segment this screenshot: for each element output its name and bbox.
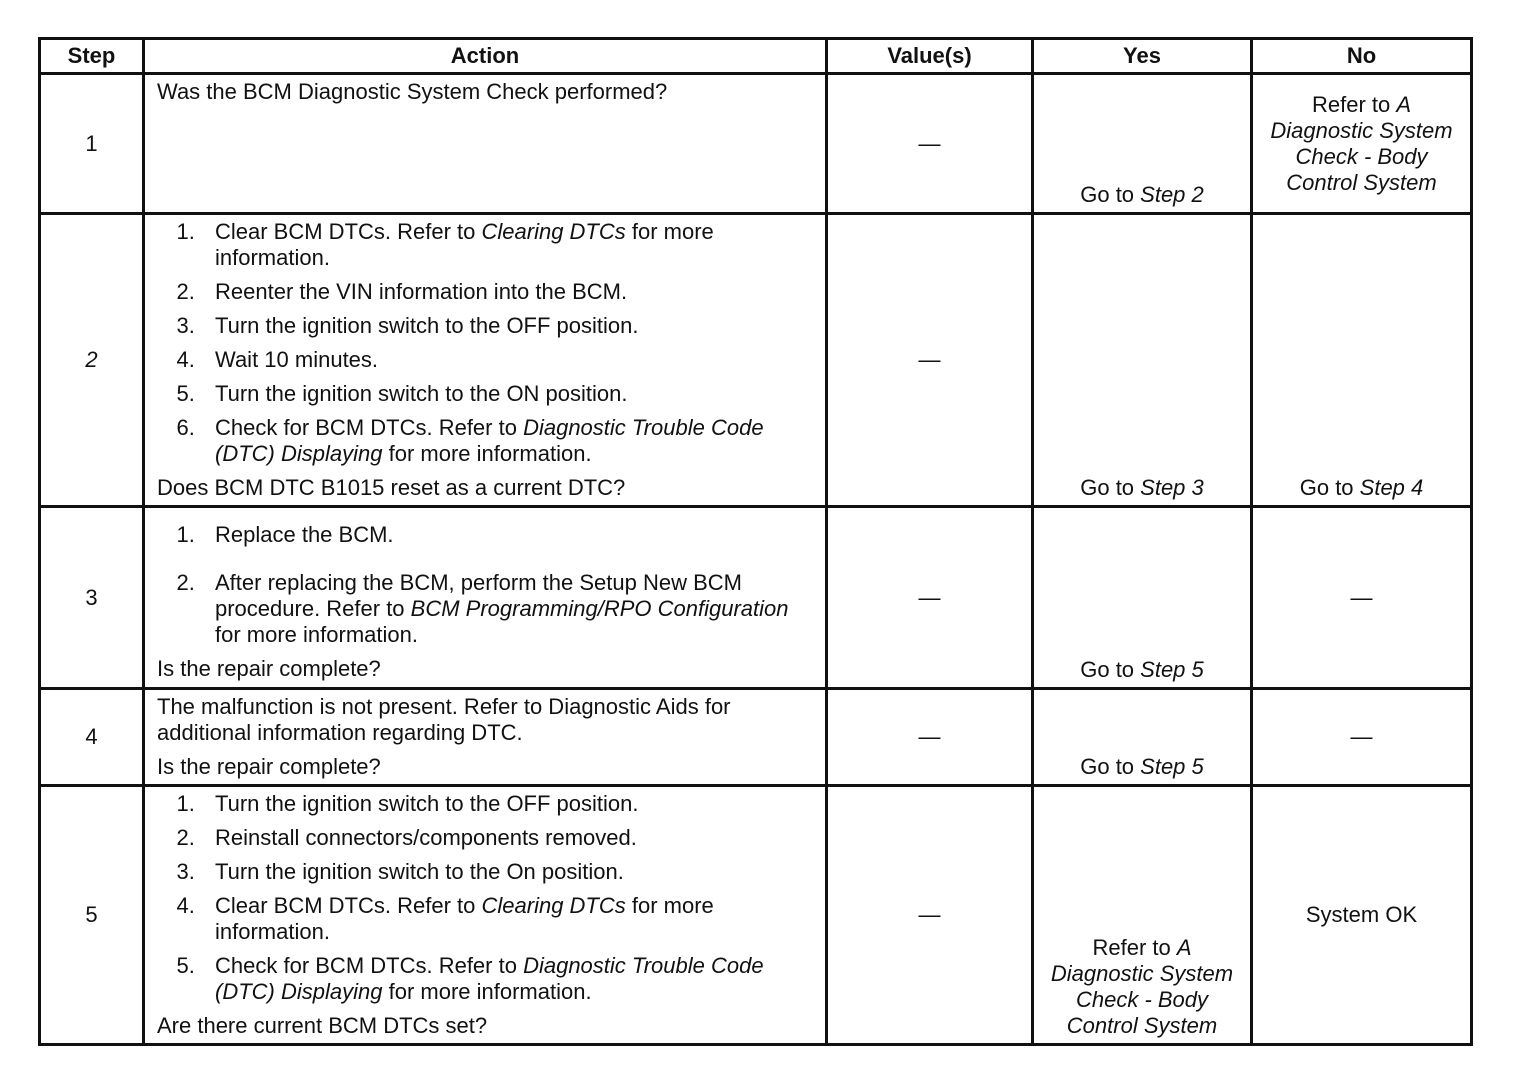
doc-link[interactable]: Diagnostic Trouble Code (DTC) Displaying xyxy=(215,415,764,466)
header-values: Value(s) xyxy=(827,39,1033,74)
yes-link[interactable]: Step 3 xyxy=(1140,475,1204,500)
doc-link[interactable]: BCM Programming/RPO Configuration xyxy=(410,596,789,621)
no-cell xyxy=(1252,507,1472,689)
yes-cell xyxy=(1033,786,1252,1045)
no-prefix: Go to xyxy=(1299,475,1360,500)
table-row-step-5 xyxy=(40,786,1472,1045)
doc-link[interactable]: Clearing DTCs xyxy=(481,893,626,918)
table-row-step-1 xyxy=(40,74,1472,214)
action-steps-list xyxy=(157,522,813,648)
action-question: Was the BCM Diagnostic System Check performed? xyxy=(157,79,668,104)
no-value: — xyxy=(1350,724,1373,749)
action-step: 2. After replacing the BCM, perform the Setup New BCM procedure. Refer to BCM Programming/RPO Configuration for more information. xyxy=(201,570,813,648)
action-cell xyxy=(144,689,827,786)
step-number: 1 xyxy=(40,74,144,214)
yes-prefix: Go to xyxy=(1080,754,1141,779)
yes-link[interactable]: Step 2 xyxy=(1140,182,1204,207)
action-step: 1. Turn the ignition switch to the OFF position. xyxy=(201,791,813,817)
no-link[interactable]: A Diagnostic System Check - Body Control System xyxy=(1270,91,1453,195)
action-question: Does BCM DTC B1015 reset as a current DTC? xyxy=(157,475,626,500)
action-step: 6. Check for BCM DTCs. Refer to Diagnostic Trouble Code (DTC) Displaying for more information. xyxy=(201,415,813,467)
header-action: Action xyxy=(144,39,827,74)
step-number: 5 xyxy=(40,786,144,1045)
header-row xyxy=(40,39,1472,74)
doc-link[interactable]: Clearing DTCs xyxy=(481,219,626,244)
yes-link[interactable]: Step 5 xyxy=(1140,754,1204,779)
yes-prefix: Refer to xyxy=(1092,935,1177,960)
action-steps-list xyxy=(157,219,813,467)
no-cell xyxy=(1252,786,1472,1045)
yes-link[interactable]: Step 5 xyxy=(1140,657,1204,682)
table-row-step-3 xyxy=(40,507,1472,689)
value-dash: — xyxy=(918,902,941,927)
action-step: 5. Turn the ignition switch to the ON position. xyxy=(201,381,813,407)
action-step: 1. Clear BCM DTCs. Refer to Clearing DTCs for more information. xyxy=(201,219,813,271)
action-question: Is the repair complete? xyxy=(157,754,381,779)
action-question: Is the repair complete? xyxy=(157,656,381,681)
action-step: 3. Turn the ignition switch to the On position. xyxy=(201,859,813,885)
action-step: 5. Check for BCM DTCs. Refer to Diagnostic Trouble Code (DTC) Displaying for more information. xyxy=(201,953,813,1005)
action-step: 1. Replace the BCM. xyxy=(201,522,813,548)
action-steps-list xyxy=(157,791,813,1005)
action-step: 3. Turn the ignition switch to the OFF position. xyxy=(201,313,813,339)
value-dash: — xyxy=(918,347,941,372)
action-step: 2. Reinstall connectors/components removed. xyxy=(201,825,813,851)
step-number: 2 xyxy=(40,214,144,507)
table-row-step-4 xyxy=(40,689,1472,786)
no-value: — xyxy=(1350,584,1373,610)
action-cell xyxy=(144,74,827,214)
value-dash: — xyxy=(918,584,941,610)
yes-prefix: Go to xyxy=(1080,182,1141,207)
yes-cell xyxy=(1033,507,1252,689)
no-cell xyxy=(1252,74,1472,214)
step-number: 3 xyxy=(40,507,144,689)
value-cell xyxy=(827,786,1033,1045)
action-step: 4. Clear BCM DTCs. Refer to Clearing DTCs for more information. xyxy=(201,893,813,945)
yes-prefix: Go to xyxy=(1080,475,1141,500)
action-question: Are there current BCM DTCs set? xyxy=(157,1013,488,1038)
action-step: 2. Reenter the VIN information into the BCM. xyxy=(201,279,813,305)
value-cell xyxy=(827,74,1033,214)
no-cell xyxy=(1252,689,1472,786)
yes-cell xyxy=(1033,74,1252,214)
value-dash: — xyxy=(918,724,941,749)
doc-link[interactable]: Diagnostic Trouble Code (DTC) Displaying xyxy=(215,953,764,1004)
action-cell xyxy=(144,786,827,1045)
value-cell xyxy=(827,214,1033,507)
no-link[interactable]: Step 4 xyxy=(1359,475,1424,500)
value-cell xyxy=(827,689,1033,786)
value-cell xyxy=(827,507,1033,689)
header-no: No xyxy=(1252,39,1472,74)
table-row-step-2 xyxy=(40,214,1472,507)
action-step: 4. Wait 10 minutes. xyxy=(201,347,813,373)
action-cell xyxy=(144,507,827,689)
action-cell xyxy=(144,214,827,507)
action-description: The malfunction is not present. Refer to Diagnostic Aids for additional information regarding DTC. xyxy=(157,694,731,745)
no-prefix: Refer to xyxy=(1311,91,1397,117)
value-dash: — xyxy=(918,130,941,156)
no-cell xyxy=(1252,214,1472,507)
diagnostic-table xyxy=(38,37,1473,1046)
yes-cell xyxy=(1033,689,1252,786)
yes-link[interactable]: A Diagnostic System Check - Body Control System xyxy=(1050,935,1234,1038)
header-step: Step xyxy=(40,39,144,74)
no-value: System OK xyxy=(1305,902,1418,927)
yes-cell xyxy=(1033,214,1252,507)
header-yes: Yes xyxy=(1033,39,1252,74)
step-number: 4 xyxy=(40,689,144,786)
yes-prefix: Go to xyxy=(1080,657,1141,682)
